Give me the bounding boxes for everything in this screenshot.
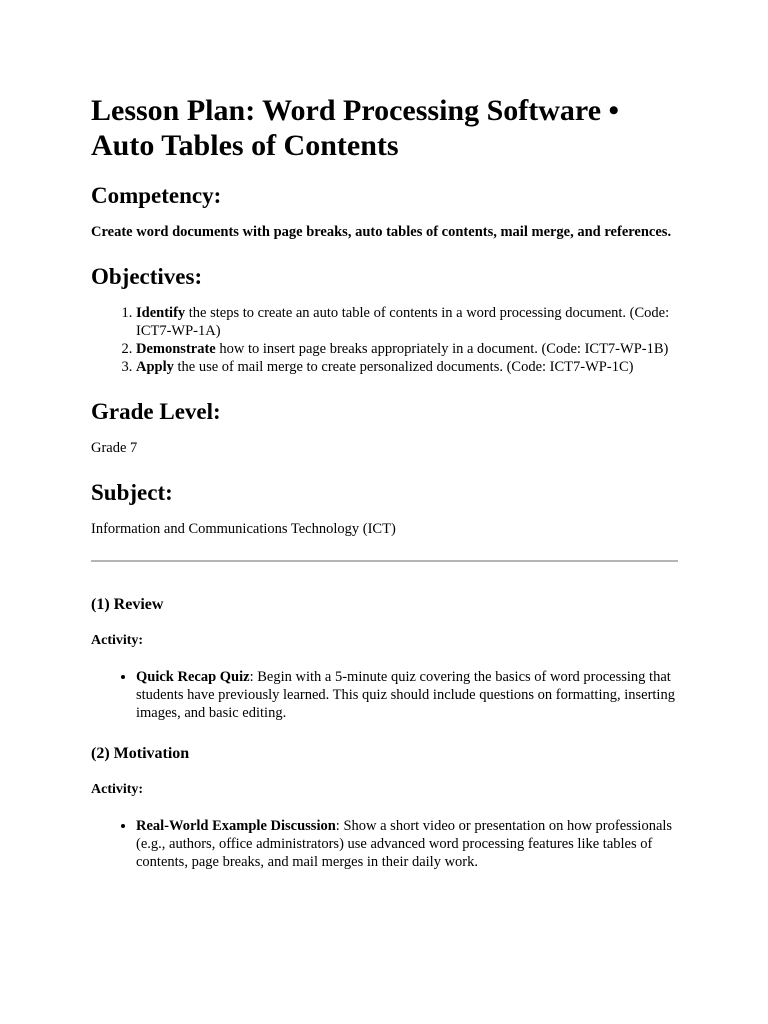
bullet-text: : Show a short video or presentation on how professionals (e.g., authors, office administrators) use advanced word processing features like tables of contents, page breaks, and mail merges in their daily work. (136, 818, 673, 870)
objective-verb: Demonstrate (136, 341, 216, 357)
bullet-title: Real-World Example Discussion (136, 818, 336, 834)
review-heading: (1) Review (91, 596, 164, 613)
objectives-heading: Objectives: (91, 264, 203, 289)
subject-text: Information and Communications Technology (ICT) (91, 521, 396, 537)
review-activity-label: Activity: (91, 633, 144, 648)
competency-heading: Competency: (91, 183, 222, 208)
objective-verb: Identify (136, 305, 186, 321)
objectives-list (91, 304, 678, 376)
objective-text: the steps to create an auto table of contents in a word processing document. (Code: ICT7-WP-1A) (136, 305, 670, 339)
section-divider (91, 560, 678, 562)
motivation-activity-label: Activity: (91, 782, 144, 797)
bullet-text: : Begin with a 5-minute quiz covering the basics of word processing that students have previously learned. This quiz should include questions on formatting, inserting images, and basic editing. (136, 669, 675, 721)
review-activity-list (91, 668, 678, 722)
objective-item (136, 358, 678, 376)
competency-text: Create word documents with page breaks, auto tables of contents, mail merge, and references. (91, 224, 672, 240)
motivation-heading: (2) Motivation (91, 745, 190, 762)
page-title: Lesson Plan: Word Processing Software • Auto Tables of Contents (91, 94, 620, 162)
list-item (136, 668, 678, 722)
list-item (136, 817, 678, 871)
objective-text: how to insert page breaks appropriately in a document. (Code: ICT7-WP-1B) (215, 341, 669, 357)
grade-level-heading: Grade Level: (91, 399, 221, 424)
bullet-title: Quick Recap Quiz (136, 669, 250, 685)
grade-level-text: Grade 7 (91, 440, 138, 456)
objective-item (136, 340, 678, 358)
objective-text: the use of mail merge to create personalized documents. (Code: ICT7-WP-1C) (173, 359, 634, 375)
motivation-activity-list (91, 817, 678, 871)
objective-verb: Apply (136, 359, 174, 375)
objective-item (136, 304, 678, 340)
subject-heading: Subject: (91, 480, 173, 505)
